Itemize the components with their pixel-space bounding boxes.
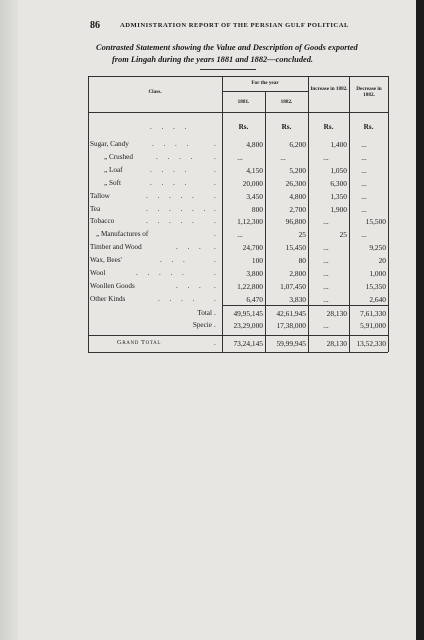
cell-decrease: ... bbox=[361, 152, 367, 162]
cell-decrease: 15,500 bbox=[365, 217, 386, 227]
grand-total-decrease: 13,52,330 bbox=[356, 339, 386, 348]
dot-leader: . . . bbox=[176, 243, 205, 252]
specie-1882: 17,38,000 bbox=[276, 321, 306, 330]
cell-1882: 96,800 bbox=[285, 217, 306, 227]
unit-decrease: Rs. bbox=[363, 123, 374, 131]
dot-leader: . bbox=[214, 165, 220, 174]
dot-leader: . bbox=[214, 321, 220, 329]
cell-decrease: 20 bbox=[378, 256, 386, 266]
cell-decrease: ... bbox=[361, 165, 367, 175]
cell-1882: 80 bbox=[298, 256, 306, 266]
dot-leader: . bbox=[214, 281, 220, 290]
dot-leader: . . . . bbox=[150, 178, 191, 187]
unit-1882: Rs. bbox=[281, 123, 292, 131]
table-title-line-1: Contrasted Statement showing the Value and Description of Goods exported bbox=[96, 43, 358, 52]
cell-1881: 1,12,300 bbox=[237, 217, 263, 227]
dot-leader: . bbox=[214, 178, 220, 187]
grand-total-label: Grand Total bbox=[117, 339, 162, 346]
header-for-the-year: For the year bbox=[251, 80, 279, 86]
cell-1881: ... bbox=[237, 230, 243, 240]
grand-total-1882: 59,99,945 bbox=[276, 339, 306, 348]
specie-increase: ... bbox=[323, 321, 329, 330]
cell-1882: 2,700 bbox=[289, 204, 306, 214]
dot-leader: . . . . . . bbox=[146, 204, 210, 213]
header-class: Class. bbox=[148, 89, 162, 95]
row-label: „ Soft bbox=[104, 178, 121, 187]
cell-decrease: ... bbox=[361, 178, 367, 188]
table-bottom-rule bbox=[88, 352, 388, 353]
dot-leader: . bbox=[214, 140, 220, 148]
row-label: Woollen Goods bbox=[90, 281, 135, 290]
header-decrease: Decrease in 1882. bbox=[356, 86, 382, 98]
cell-1882: 4,800 bbox=[289, 191, 306, 201]
cell-1882: 1,07,450 bbox=[280, 281, 306, 291]
cell-1881: 3,450 bbox=[246, 191, 263, 201]
cell-1882: 6,200 bbox=[289, 140, 306, 149]
cell-increase: ... bbox=[323, 269, 329, 278]
cell-1881: 6,470 bbox=[246, 294, 263, 304]
table-title-line-2: from Lingah during the years 1881 and 1882—concluded. bbox=[112, 55, 314, 64]
dot-leader: . bbox=[214, 230, 220, 239]
dot-leader: . . . bbox=[160, 256, 189, 265]
cell-1881: 4,800 bbox=[246, 140, 263, 149]
total-1882: 42,61,945 bbox=[276, 309, 306, 318]
cell-increase: 1,900 bbox=[330, 204, 347, 214]
cell-increase: 1,050 bbox=[330, 165, 347, 175]
dot-leader: . bbox=[214, 309, 220, 317]
unit-increase: Rs. bbox=[323, 123, 334, 131]
header-1882: 1882. bbox=[280, 99, 293, 105]
cell-increase: ... bbox=[323, 281, 329, 291]
dot-leader: . bbox=[214, 269, 220, 277]
page-spine-shadow bbox=[0, 0, 18, 640]
dot-leader: . bbox=[214, 294, 220, 303]
cell-increase: ... bbox=[323, 294, 329, 304]
cell-decrease: ... bbox=[361, 191, 367, 201]
cell-increase: ... bbox=[323, 152, 329, 162]
cell-1882: 5,200 bbox=[289, 165, 306, 175]
dot-leader: . . . . bbox=[156, 152, 197, 161]
total-decrease: 7,61,330 bbox=[360, 309, 386, 318]
row-label: Tallow bbox=[90, 191, 110, 200]
cell-1882: 2,800 bbox=[289, 269, 306, 278]
total-label: Total bbox=[197, 309, 212, 317]
cell-decrease: 9,250 bbox=[369, 243, 386, 253]
cell-decrease: ... bbox=[361, 230, 367, 240]
cell-1881: 800 bbox=[251, 204, 263, 214]
header-increase: Increase in 1882. bbox=[310, 86, 348, 92]
header-1881: 1881. bbox=[237, 99, 250, 105]
table-top-rule bbox=[88, 76, 388, 77]
grand-total-1881: 73,24,145 bbox=[233, 339, 263, 348]
total-1881: 49,95,145 bbox=[233, 309, 263, 318]
cell-decrease: 15,350 bbox=[365, 281, 386, 291]
cell-1882: 25 bbox=[298, 230, 306, 240]
cell-increase: 6,300 bbox=[330, 178, 347, 188]
cell-1881: 24,700 bbox=[242, 243, 263, 253]
dot-leader: . bbox=[214, 217, 220, 226]
dot-leader: . . . . . bbox=[136, 269, 188, 277]
dot-leader: . . . bbox=[176, 281, 205, 290]
cell-1882: ... bbox=[280, 152, 286, 162]
header-bottom-rule bbox=[88, 112, 388, 113]
cell-increase: ... bbox=[323, 256, 329, 266]
specie-decrease: 5,91,000 bbox=[360, 321, 386, 330]
cell-increase: ... bbox=[323, 243, 329, 253]
cell-decrease: 1,000 bbox=[369, 269, 386, 278]
dot-leader: . bbox=[214, 191, 220, 200]
cell-1882: 3,830 bbox=[289, 294, 306, 304]
cell-decrease: 2,640 bbox=[369, 294, 386, 304]
row-label: Timber and Wood bbox=[90, 243, 142, 252]
table-left-rule bbox=[88, 76, 89, 352]
cell-1881: 100 bbox=[251, 256, 263, 266]
row-label: „ Loaf bbox=[104, 165, 123, 174]
dot-leader: . . . . bbox=[150, 165, 191, 174]
dot-leader: . bbox=[214, 339, 220, 347]
cell-1882: 26,300 bbox=[285, 178, 306, 188]
cell-1881: 4,150 bbox=[246, 165, 263, 175]
row-label: Sugar, Candy bbox=[90, 140, 129, 148]
grand-total-increase: 28,130 bbox=[326, 339, 347, 348]
cell-1881: ... bbox=[237, 152, 243, 162]
dot-leader: . bbox=[214, 152, 220, 161]
dot-leader: . . . . bbox=[158, 294, 199, 303]
row-label: Other Kinds bbox=[90, 294, 126, 303]
row-label: Tobacco bbox=[90, 217, 115, 226]
row-label: Wax, Bees' bbox=[90, 256, 122, 265]
cell-decrease: ... bbox=[361, 140, 367, 149]
row-label: „ Manufactures of bbox=[96, 230, 149, 239]
unit-1881: Rs. bbox=[238, 123, 249, 131]
cell-1881: 20,000 bbox=[242, 178, 263, 188]
specie-label: Specie bbox=[192, 321, 212, 329]
dot-leader: . . . . bbox=[150, 123, 191, 131]
title-underline bbox=[200, 69, 256, 70]
dot-leader: . bbox=[214, 204, 220, 213]
total-increase: 28,130 bbox=[326, 309, 347, 318]
grand-total-top-rule bbox=[88, 335, 388, 336]
cell-increase: 1,350 bbox=[330, 191, 347, 201]
dot-leader: . . . . . bbox=[146, 217, 198, 226]
cell-increase: ... bbox=[323, 217, 329, 227]
page-number: 86 bbox=[90, 20, 100, 31]
row-label: „ Crushed bbox=[104, 152, 133, 161]
running-title: ADMINISTRATION REPORT OF THE PERSIAN GULF POLITICAL bbox=[120, 22, 349, 29]
total-rule bbox=[222, 305, 388, 306]
specie-1881: 23,29,000 bbox=[233, 321, 263, 330]
cell-increase: 1,400 bbox=[330, 140, 347, 149]
row-label: Tea bbox=[90, 204, 101, 213]
dot-leader: . bbox=[214, 256, 220, 265]
cell-1881: 1,22,800 bbox=[237, 281, 263, 291]
cell-1882: 15,450 bbox=[285, 243, 306, 253]
table-right-rule bbox=[388, 76, 389, 352]
dot-leader: . . . . . bbox=[146, 191, 198, 200]
cell-increase: 25 bbox=[339, 230, 347, 240]
cell-1881: 3,800 bbox=[246, 269, 263, 278]
row-label: Wool bbox=[90, 269, 106, 277]
dot-leader: . bbox=[214, 243, 220, 252]
dot-leader: . . . . bbox=[152, 140, 193, 148]
cell-decrease: ... bbox=[361, 204, 367, 214]
